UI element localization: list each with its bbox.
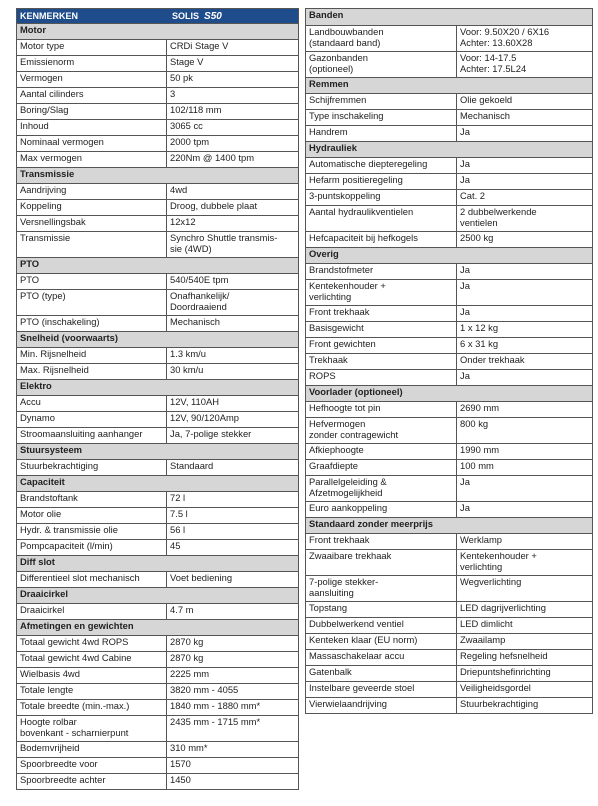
spec-row-dynamo [17,411,298,427]
spec-row-boring-slag [17,103,298,119]
spec-row-pompcapaciteit-l-min [17,539,298,555]
spec-value: Kentekenhouder + verlichting [460,550,537,572]
spec-label: Totaal gewicht 4wd ROPS [17,636,167,651]
section-title: Diff slot [20,556,55,567]
spec-label: Draaicirkel [17,604,167,619]
spec-value: Ja [460,264,470,275]
spec-row-differentieel-slot-mechanisch [17,571,298,587]
spec-value: 6 x 31 kg [460,338,499,349]
spec-label: Front gewichten [306,338,457,353]
spec-value: Cat. 2 [460,190,486,201]
spec-row-brandstoftank [17,491,298,507]
right-spec-table [305,8,593,714]
spec-label: Automatische diepteregeling [306,158,457,173]
section-heading-voorlader-optioneel [306,385,592,401]
spec-row-totale-breedte-min-max [17,699,298,715]
spec-label: Landbouwbanden (standaard band) [306,26,457,51]
spec-row-max-rijsnelheid [17,363,298,379]
spec-label: Kentekenhouder + verlichting [306,280,457,305]
spec-label: Differentieel slot mechanisch [17,572,167,587]
section-heading-diff-slot [17,555,298,571]
spec-label: PTO (inschakeling) [17,316,167,331]
spec-row-totale-lengte [17,683,298,699]
spec-label: 7-polige stekker- aansluiting [306,576,457,601]
spec-label: Totale lengte [17,684,167,699]
spec-row-hydr-transmissie-olie [17,523,298,539]
section-title: Remmen [309,78,349,89]
spec-value: Regeling hefsnelheid [460,650,548,661]
spec-row-hefhoogte-tot-pin [306,401,592,417]
section-heading-motor [17,23,298,39]
spec-value: 102/118 mm [170,104,222,115]
section-title: Motor [20,24,47,35]
spec-value: Mechanisch [170,316,221,327]
section-heading-snelheid-voorwaarts [17,331,298,347]
spec-label: Schijfremmen [306,94,457,109]
spec-row-aandrijving [17,183,298,199]
spec-label: Motor type [17,40,167,55]
spec-row-draaicirkel [17,603,298,619]
spec-row-vermogen [17,71,298,87]
spec-value: 220Nm @ 1400 tpm [170,152,255,163]
spec-row-dubbelwerkend-ventiel [306,617,592,633]
spec-row-handrem [306,125,592,141]
spec-value: Zwaailamp [460,634,506,645]
spec-label: Hefvermogen zonder contragewicht [306,418,457,443]
section-title: Afmetingen en gewichten [20,620,134,631]
spec-value: Ja, 7-polige stekker [170,428,252,439]
spec-row-accu [17,395,298,411]
spec-value: 2435 mm - 1715 mm* [170,716,261,727]
spec-label: Koppeling [17,200,167,215]
spec-value: 1450 [170,774,191,785]
spec-label: 3-puntskoppeling [306,190,457,205]
spec-value: LED dimlicht [460,618,513,629]
spec-label: Totaal gewicht 4wd Cabine [17,652,167,667]
spec-label: Topstang [306,602,457,617]
spec-row-hefvermogen-zonder-contragewicht [306,417,592,443]
spec-row-koppeling [17,199,298,215]
spec-value: 50 pk [170,72,193,83]
spec-label: Wielbasis 4wd [17,668,167,683]
spec-label: Hefhoogte tot pin [306,402,457,417]
spec-label: Pompcapaciteit (l/min) [17,540,167,555]
spec-value: 56 l [170,524,186,535]
spec-label: Hoogte rolbar bovenkant - scharnierpunt [17,716,167,741]
spec-label: PTO (type) [17,290,167,315]
spec-row-topstang [306,601,592,617]
spec-value: 7.5 l [170,508,188,519]
spec-label: Euro aankoppeling [306,502,457,517]
spec-row-pto-inschakeling [17,315,298,331]
spec-label: Parallelgeleiding & Afzetmogelijkheid [306,476,457,501]
spec-label: Gatenbalk [306,666,457,681]
section-heading-remmen [306,77,592,93]
spec-value: 1.3 km/u [170,348,206,359]
spec-value: 2500 kg [460,232,494,243]
spec-label: Bodemvrijheid [17,742,167,757]
section-heading-stuursysteem [17,443,298,459]
spec-row-trekhaak [306,353,592,369]
spec-value: Ja [460,502,470,513]
spec-value: 12V, 110AH [170,396,219,407]
model-name: SOLIS [172,11,200,21]
spec-value: 72 l [170,492,186,503]
spec-label: Transmissie [17,232,167,257]
spec-label: Accu [17,396,167,411]
spec-value: Ja [460,174,470,185]
spec-value: Veiligheidsgordel [460,682,531,693]
section-title: Banden [309,9,344,20]
spec-label: Dynamo [17,412,167,427]
spec-row-motor-type [17,39,298,55]
spec-row-parallelgeleiding-afzetmogelijkheid [306,475,592,501]
model-logo: S50 [204,11,222,22]
spec-value: 540/540E tpm [170,274,229,285]
spec-label: Hefarm positieregeling [306,174,457,189]
spec-row-type-inschakeling [306,109,592,125]
spec-label: Versnellingsbak [17,216,167,231]
spec-row-emissienorm [17,55,298,71]
spec-row-7-polige-stekker-aansluiting [306,575,592,601]
section-heading-overig [306,247,592,263]
spec-label: ROPS [306,370,457,385]
spec-value: Ja [460,306,470,317]
spec-row-front-trekhaak [306,305,592,321]
section-heading-pto [17,257,298,273]
spec-label: Max. Rijsnelheid [17,364,167,379]
spec-value: 4wd [170,184,188,195]
spec-value: Droog, dubbele plaat [170,200,258,211]
spec-row-inhoud [17,119,298,135]
spec-label: Afkiephoogte [306,444,457,459]
spec-row-afkiephoogte [306,443,592,459]
spec-row-versnellingsbak [17,215,298,231]
spec-row-transmissie [17,231,298,257]
spec-label: Zwaaibare trekhaak [306,550,457,575]
spec-value: 2870 kg [170,636,204,647]
spec-label: Hydr. & transmissie olie [17,524,167,539]
spec-row-schijfremmen [306,93,592,109]
spec-label: Min. Rijsnelheid [17,348,167,363]
section-heading-banden [306,9,592,25]
spec-row-wielbasis-4wd [17,667,298,683]
spec-row-landbouwbanden-standaard-band [306,25,592,51]
spec-value: 2690 mm [460,402,500,413]
spec-row-pto [17,273,298,289]
spec-label: PTO [17,274,167,289]
spec-value: Voet bediening [170,572,233,583]
spec-row-hefcapaciteit-bij-hefkogels [306,231,592,247]
spec-row-kentekenhouder-verlichting [306,279,592,305]
spec-row-automatische-diepteregeling [306,157,592,173]
spec-label: Graafdiepte [306,460,457,475]
spec-row-bodemvrijheid [17,741,298,757]
section-title: Standaard zonder meerprijs [309,518,433,529]
spec-label: Nominaal vermogen [17,136,167,151]
spec-value: Stage V [170,56,204,67]
spec-value: 2225 mm [170,668,210,679]
spec-value: Ja [460,370,470,381]
spec-label: Brandstoftank [17,492,167,507]
spec-value: 2000 tpm [170,136,210,147]
spec-value: 800 kg [460,418,489,429]
spec-value: 2870 kg [170,652,204,663]
spec-label: Aantal hydraulikventielen [306,206,457,231]
spec-label: Emissienorm [17,56,167,71]
spec-label: Stuurbekrachtiging [17,460,167,475]
spec-value: 1990 mm [460,444,500,455]
spec-row-brandstofmeter [306,263,592,279]
header-model [169,9,298,23]
spec-label: Front trekhaak [306,534,457,549]
spec-row-euro-aankoppeling [306,501,592,517]
section-heading-draaicirkel [17,587,298,603]
spec-row-hefarm-positieregeling [306,173,592,189]
spec-label: Spoorbreedte achter [17,774,167,789]
spec-value: LED dagrijverlichting [460,602,546,613]
spec-value: Ja [460,126,470,137]
spec-value: Stuurbekrachtiging [460,698,539,709]
section-heading-hydrauliek [306,141,592,157]
spec-value: Mechanisch [460,110,511,121]
spec-label: Dubbelwerkend ventiel [306,618,457,633]
spec-row-gazonbanden-optioneel [306,51,592,77]
spec-label: Vierwielaandrijving [306,698,457,713]
spec-value: 2 dubbelwerkende ventielen [460,206,537,228]
spec-row-motor-olie [17,507,298,523]
spec-label: Massaschakelaar accu [306,650,457,665]
spec-value: 3820 mm - 4055 [170,684,239,695]
spec-value: Synchro Shuttle transmis- sie (4WD) [170,232,278,254]
section-title: Snelheid (voorwaarts) [20,332,118,343]
spec-row-gatenbalk [306,665,592,681]
spec-row-max-vermogen [17,151,298,167]
spec-row-3-puntskoppeling [306,189,592,205]
spec-label: Inhoud [17,120,167,135]
spec-row-massaschakelaar-accu [306,649,592,665]
spec-row-stroomaansluiting-aanhanger [17,427,298,443]
header-label: KENMERKEN [20,11,79,21]
spec-label: Brandstofmeter [306,264,457,279]
spec-value: Ja [460,158,470,169]
spec-label: Totale breedte (min.-max.) [17,700,167,715]
section-title: Overig [309,248,339,259]
spec-value: 1570 [170,758,191,769]
spec-label: Gazonbanden (optioneel) [306,52,457,77]
spec-value: Werklamp [460,534,503,545]
section-heading-transmissie [17,167,298,183]
spec-label: Motor olie [17,508,167,523]
spec-label: Basisgewicht [306,322,457,337]
spec-value: 4.7 m [170,604,194,615]
spec-value: Ja [460,280,470,291]
spec-value: Olie gekoeld [460,94,513,105]
spec-value: 12x12 [170,216,196,227]
section-title: Transmissie [20,168,75,179]
section-title: Capaciteit [20,476,65,487]
section-title: Voorlader (optioneel) [309,386,403,397]
spec-value: Ja [460,476,470,487]
spec-row-hoogte-rolbar-bovenkant-scharnierpunt [17,715,298,741]
spec-value: Onder trekhaak [460,354,525,365]
spec-label: Type inschakeling [306,110,457,125]
spec-row-totaal-gewicht-4wd-rops [17,635,298,651]
spec-value: Driepuntshefinrichting [460,666,551,677]
spec-value: Standaard [170,460,214,471]
spec-label: Max vermogen [17,152,167,167]
spec-row-nominaal-vermogen [17,135,298,151]
spec-label: Hefcapaciteit bij hefkogels [306,232,457,247]
spec-row-pto-type [17,289,298,315]
spec-label: Boring/Slag [17,104,167,119]
spec-value: 1 x 12 kg [460,322,499,333]
spec-label: Aandrijving [17,184,167,199]
spec-value: 30 km/u [170,364,204,375]
left-spec-table [16,8,299,790]
spec-label: Instelbare geveerde stoel [306,682,457,697]
spec-value: 1840 mm - 1880 mm* [170,700,261,711]
spec-row-totaal-gewicht-4wd-cabine [17,651,298,667]
section-title: Draaicirkel [20,588,68,599]
spec-label: Aantal cilinders [17,88,167,103]
section-heading-capaciteit [17,475,298,491]
spec-label: Kenteken klaar (EU norm) [306,634,457,649]
spec-row-stuurbekrachtiging [17,459,298,475]
spec-value: 45 [170,540,181,551]
section-title: PTO [20,258,40,269]
spec-value: Voor: 9.50X20 / 6X16 Achter: 13.60X28 [460,26,550,48]
spec-value: 12V, 90/120Amp [170,412,239,423]
section-heading-afmetingen-en-gewichten [17,619,298,635]
spec-value: Wegverlichting [460,576,522,587]
spec-label: Vermogen [17,72,167,87]
section-heading-elektro [17,379,298,395]
spec-value: Voor: 14-17.5 Achter: 17.5L24 [460,52,527,74]
spec-row-aantal-cilinders [17,87,298,103]
spec-row-instelbare-geveerde-stoel [306,681,592,697]
spec-value: 310 mm* [170,742,208,753]
spec-row-vierwielaandrijving [306,697,592,713]
spec-value: CRDi Stage V [170,40,229,51]
spec-row-front-trekhaak [306,533,592,549]
spec-row-spoorbreedte-achter [17,773,298,789]
spec-value: Onafhankelijk/ Doordraaiend [170,290,230,312]
table-header [17,9,298,23]
spec-value: 100 mm [460,460,494,471]
spec-row-min-rijsnelheid [17,347,298,363]
spec-label: Stroomaansluiting aanhanger [17,428,167,443]
section-title: Stuursysteem [20,444,83,455]
spec-row-kenteken-klaar-eu-norm [306,633,592,649]
spec-row-graafdiepte [306,459,592,475]
spec-row-basisgewicht [306,321,592,337]
spec-value: 3 [170,88,176,99]
spec-row-spoorbreedte-voor [17,757,298,773]
spec-row-front-gewichten [306,337,592,353]
spec-label: Spoorbreedte voor [17,758,167,773]
section-title: Elektro [20,380,52,391]
spec-value: 3065 cc [170,120,203,131]
spec-label: Handrem [306,126,457,141]
spec-label: Trekhaak [306,354,457,369]
spec-row-aantal-hydraulikventielen [306,205,592,231]
spec-row-zwaaibare-trekhaak [306,549,592,575]
section-title: Hydrauliek [309,142,357,153]
spec-label: Front trekhaak [306,306,457,321]
spec-row-rops [306,369,592,385]
section-heading-standaard-zonder-meerprijs [306,517,592,533]
